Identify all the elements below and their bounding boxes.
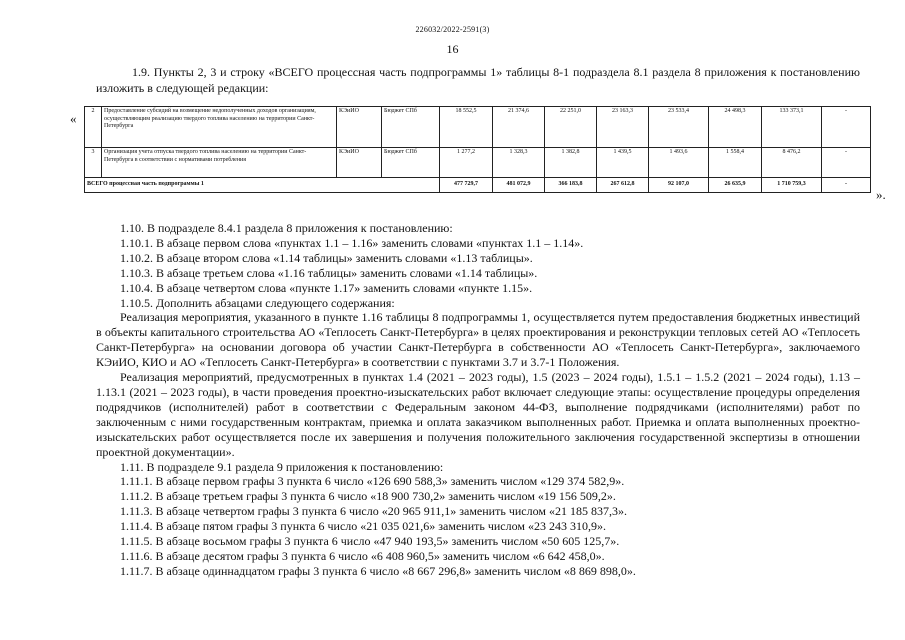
row-executor: КЭиИО xyxy=(337,107,382,148)
row-budget: Бюджет СПб xyxy=(382,148,440,178)
total-value: 481 072,9 xyxy=(493,178,545,193)
row-note: - xyxy=(822,148,871,178)
row-number: 2 xyxy=(85,107,102,148)
table-row xyxy=(85,148,871,178)
row-value: 18 552,5 xyxy=(440,107,493,148)
row-budget: Бюджет СПб xyxy=(382,107,440,148)
row-value: 23 163,3 xyxy=(597,107,649,148)
row-value: 23 533,4 xyxy=(649,107,709,148)
paragraph: 1.10.1. В абзаце первом слова «пунктах 1.1 – 1.16» заменить словами «пунктах 1.1 – 1.14». xyxy=(120,235,584,250)
total-value: 92 107,0 xyxy=(649,178,709,193)
paragraph: 1.11.7. В абзаце одиннадцатом графы 3 пункта 6 число «8 667 296,8» заменить числом «8 869 898,0». xyxy=(120,563,636,578)
paragraph: 1.10.2. В абзаце втором слова «1.14 таблицы» заменить словами «1.13 таблицы». xyxy=(120,250,533,265)
paragraph: 1.10.5. Дополнить абзацами следующего содержания: xyxy=(120,295,395,310)
row-total: 8 476,2 xyxy=(762,148,822,178)
document-number: 226032/2022-2591(3) xyxy=(415,25,490,34)
quote-close: ». xyxy=(876,187,886,202)
intro-paragraph: 1.9. Пункты 2, 3 и строку «ВСЕГО процессная часть подпрограммы 1» таблицы 8-1 подраздела 8.1 раздела 8 приложения к постановлению изложить в следующей редакции: xyxy=(96,65,860,95)
paragraph: 1.10. В подразделе 8.4.1 раздела 8 приложения к постановлению: xyxy=(120,221,453,235)
paragraph: 1.11.4. В абзаце пятом графы 3 пункта 6 число «21 035 021,6» заменить числом «23 243 310,9». xyxy=(120,519,606,534)
row-value: 22 251,0 xyxy=(545,107,597,148)
paragraph: 1.11.6. В абзаце десятом графы 3 пункта 6 число «6 408 960,5» заменить числом «6 642 458,0». xyxy=(120,548,605,563)
amendment-table xyxy=(84,106,871,193)
table-total-row xyxy=(85,178,871,193)
row-name: Предоставление субсидий на возмещение недополученных доходов организациям, осуществляющим реализацию твердого топлива населению на территории Санкт-Петербурга xyxy=(102,107,337,148)
paragraph: 1.10.4. В абзаце четвертом слова «пункте 1.17» заменить словами «пункте 1.15». xyxy=(120,280,533,295)
paragraph: 1.11.5. В абзаце восьмом графы 3 пункта 6 число «47 940 193,5» заменить числом «50 605 125,7». xyxy=(120,534,620,549)
row-value: 1 328,3 xyxy=(493,148,545,178)
row-name: Организация учета отпуска твердого топлива населению на территории Санкт-Петербурга в соответствии с нормативами потребления xyxy=(102,148,337,178)
paragraph: 1.11.3. В абзаце четвертом графы 3 пункта 6 число «20 965 911,1» заменить числом «21 185 837,3». xyxy=(120,504,627,519)
row-value: 21 374,6 xyxy=(493,107,545,148)
row-value: 1 382,8 xyxy=(545,148,597,178)
body-text xyxy=(96,221,860,579)
row-value: 1 558,4 xyxy=(709,148,762,178)
row-value: 1 439,5 xyxy=(597,148,649,178)
total-note: - xyxy=(822,178,871,193)
row-total: 133 373,1 xyxy=(762,107,822,148)
row-executor: КЭиИО xyxy=(337,148,382,178)
paragraph: 1.11. В подразделе 9.1 раздела 9 приложения к постановлению: xyxy=(120,459,444,474)
total-value: 26 635,9 xyxy=(709,178,762,193)
quote-open: « xyxy=(70,111,77,126)
paragraph: 1.11.2. В абзаце третьем графы 3 пункта 6 число «18 900 730,2» заменить числом «19 156 509,2». xyxy=(120,489,616,504)
total-row-label: ВСЕГО процессная часть подпрограммы 1 xyxy=(85,178,440,193)
total-value: 366 183,8 xyxy=(545,178,597,193)
total-sum: 1 710 759,3 xyxy=(762,178,822,193)
row-value: 24 498,3 xyxy=(709,107,762,148)
paragraph: Реализация мероприятий, предусмотренных в пунктах 1.4 (2021 – 2023 годы), 1.5 (2023 – 2024 годы), 1.5.1 – 1.5.2 (2021 – 2024 годы), 1.13 – 1.13.1 (2021 – 2023 годы), в части проведения проектно-изыскательских работ включает следующие этапы: осуществление процедуры определения подрядчиков (исполнителей) работ в соответствии с Федеральным законом 44-ФЗ, выполнение подрядчиками (исполнителями) работ по заключенным с ними государственным контрактам, приемка и оплата заказчиком выполненных работ. Приемка и оплата выполненных проектно-изыскательских работ осуществляется после их завершения и получения положительного заключения государственной экспертизы в отношении проектной документации». xyxy=(96,370,860,459)
page-number: 16 xyxy=(446,42,459,56)
row-note: - xyxy=(822,107,871,148)
paragraph: 1.11.1. В абзаце первом графы 3 пункта 6 число «126 690 588,3» заменить числом «129 374 582,9». xyxy=(120,474,625,489)
total-value: 267 612,8 xyxy=(597,178,649,193)
row-value: 1 277,2 xyxy=(440,148,493,178)
total-value: 477 729,7 xyxy=(440,178,493,193)
paragraph: Реализация мероприятия, указанного в пункте 1.16 таблицы 8 подпрограммы 1, осуществляется путем предоставления бюджетных инвестиций в объекты капитального строительства АО «Теплосеть Санкт-Петербурга» в целях проектирования и реконструкции тепловых сетей АО «Теплосеть Санкт-Петербурга» на основании договора об участии Санкт-Петербурга в собственности АО «Теплосеть Санкт-Петербурга», заключаемого КЭиИО, КИО и АО «Теплосеть Санкт-Петербурга» в соответствии с пунктами 3.7 и 3.7-1 Положения. xyxy=(96,310,860,370)
row-value: 1 493,6 xyxy=(649,148,709,178)
table-row xyxy=(85,107,871,148)
paragraph: 1.10.3. В абзаце третьем слова «1.16 таблицы» заменить словами «1.14 таблицы». xyxy=(120,265,538,280)
row-number: 3 xyxy=(85,148,102,178)
